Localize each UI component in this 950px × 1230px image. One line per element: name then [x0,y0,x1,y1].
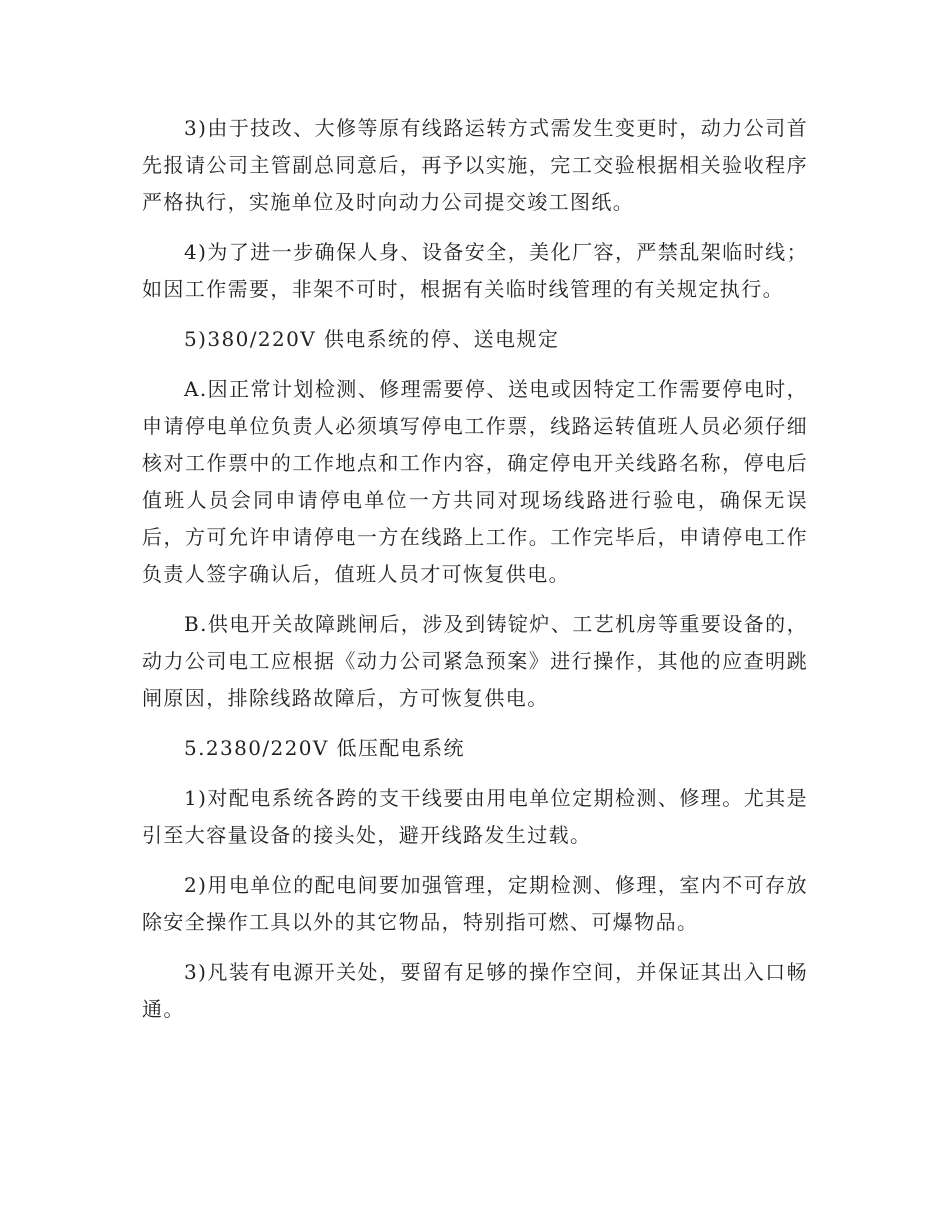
paragraph-item-b-trip-fault: B.供电开关故障跳闸后，涉及到铸锭炉、工艺机房等重要设备的，动力公司电工应根据《动力公司紧急预案》进行操作，其他的应查明跳闸原因，排除线路故障后，方可恢复供电。 [142,612,808,710]
paragraph-item-4-temporary-lines: 4)为了进一步确保人身、设备安全，美化厂容，严禁乱架临时线；如因工作需要，非架不可时，根据有关临时线管理的有关规定执行。 [142,240,808,301]
document-body [142,110,808,1041]
paragraph-item-2-distribution-room: 2)用电单位的配电间要加强管理，定期检测、修理，室内不可存放除安全操作工具以外的其它物品，特别指可燃、可爆物品。 [142,873,808,934]
paragraph-item-3-change-notice: 3)由于技改、大修等原有线路运转方式需发生变更时，动力公司首先报请公司主管副总同意后，再予以实施，完工交验根据相关验收程序严格执行，实施单位及时向动力公司提交竣工图纸。 [142,116,808,214]
paragraph-item-3-switch-space: 3)凡装有电源开关处，要留有足够的操作空间，并保证其出入口畅通。 [142,960,808,1021]
paragraph-item-a-planned-outage: A.因正常计划检测、修理需要停、送电或因特定工作需要停电时，申请停电单位负责人必须填写停电工作票，线路运转值班人员必须仔细核对工作票中的工作地点和工作内容，确定停电开关线路名称，停电后值班人员会同申请停电单位一方共同对现场线路进行验电，确保无误后，方可允许申请停电一方在线路上工作。工作完毕后，申请停电工作负责人签字确认后，值班人员才可恢复供电。 [142,377,808,586]
section-heading-5-2: 5.2380/220V 低压配电系统 [184,736,465,760]
paragraph-heading-5-power-rules: 5)380/220V 供电系统的停、送电规定 [184,327,560,351]
paragraph-item-1-branch-lines: 1)对配电系统各跨的支干线要由用电单位定期检测、修理。尤其是引至大容量设备的接头处，避开线路发生过载。 [142,786,808,847]
